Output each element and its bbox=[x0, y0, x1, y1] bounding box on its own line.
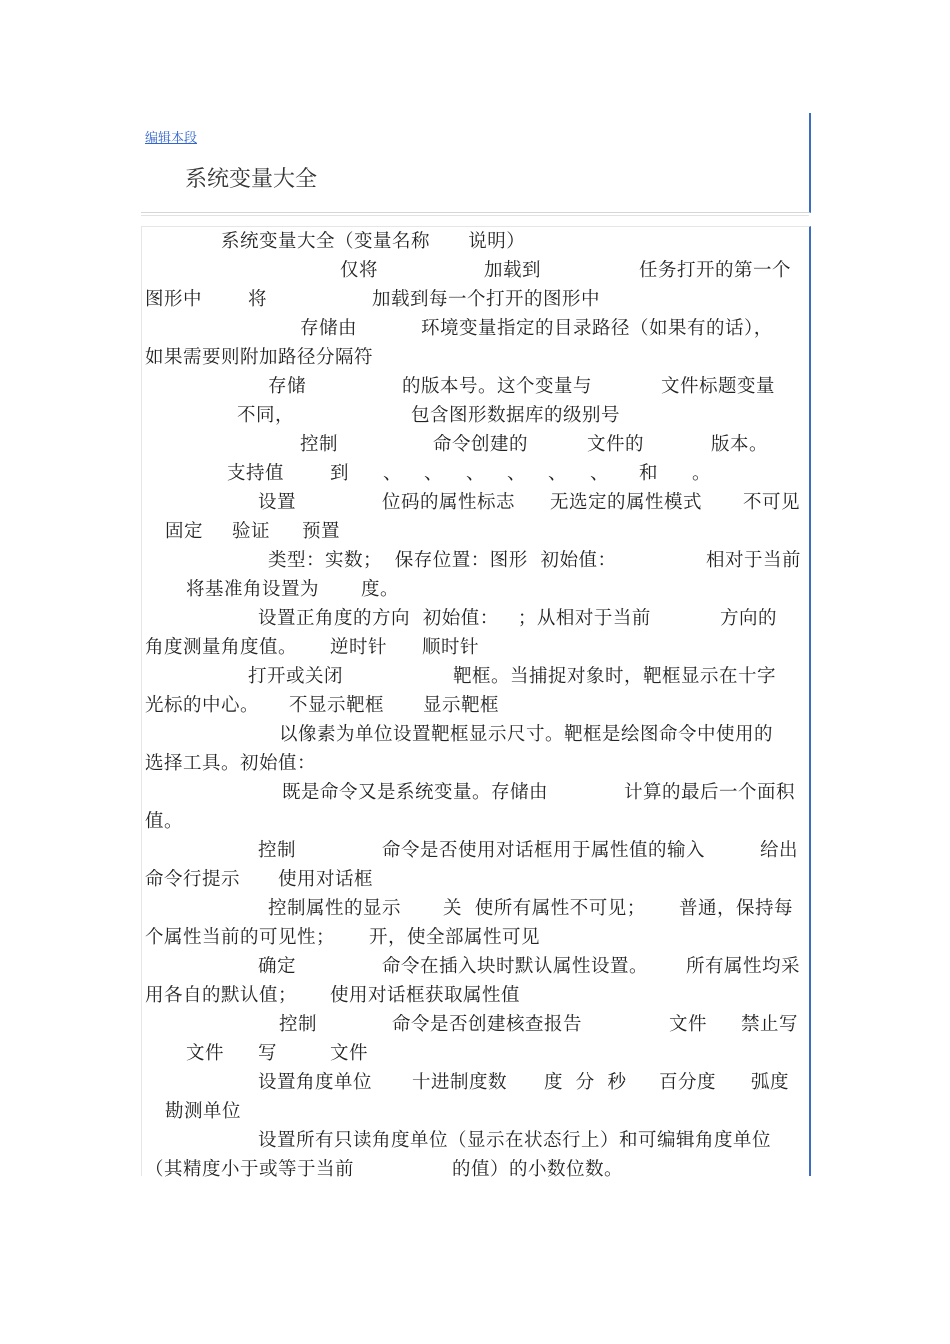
text-fragment: 、 bbox=[548, 463, 568, 484]
text-fragment: 关 使所有属性不可见； bbox=[443, 898, 646, 919]
text-fragment: 命令是否创建核查报告 bbox=[392, 1014, 583, 1035]
text-fragment: 顺时针 bbox=[422, 637, 480, 658]
text-fragment: 命令是否使用对话框用于属性值的输入 bbox=[382, 840, 706, 861]
text-fragment: 加载到 bbox=[484, 260, 542, 281]
text-fragment: 如果需要则附加路径分隔符 bbox=[145, 347, 374, 368]
text-fragment: 控制 bbox=[279, 1014, 318, 1035]
text-fragment: 控制 bbox=[300, 434, 339, 455]
text-fragment: 设置角度单位 bbox=[258, 1072, 373, 1093]
text-fragment: 加载到每一个打开的图形中 bbox=[372, 289, 601, 310]
text-line: 系统变量大全（变量名称 说明） bbox=[221, 231, 526, 252]
text-fragment: 开，使全部属性可见 bbox=[369, 927, 541, 948]
text-fragment: 到 bbox=[330, 463, 350, 484]
text-fragment: 不同， bbox=[237, 405, 295, 426]
text-fragment: 、 bbox=[507, 463, 527, 484]
text-fragment: 禁止写 bbox=[741, 1014, 799, 1035]
text-fragment: 验证 bbox=[232, 521, 271, 542]
text-fragment: 度 分 秒 bbox=[544, 1072, 627, 1093]
text-fragment: 设置所有只读角度单位（显示在状态行上）和可编辑角度单位 bbox=[258, 1130, 772, 1151]
text-fragment: 包含图形数据库的级别号 bbox=[411, 405, 621, 426]
text-fragment: 文件的 bbox=[587, 434, 645, 455]
text-fragment: 图形中 bbox=[145, 289, 203, 310]
text-fragment: 靶框。当捕捉对象时，靶框显示在十字 bbox=[453, 666, 777, 687]
text-fragment: 命令创建的 bbox=[433, 434, 529, 455]
text-fragment: 命令行提示 bbox=[145, 869, 241, 890]
text-fragment: 存储 bbox=[268, 376, 307, 397]
text-fragment: 使用对话框 bbox=[278, 869, 374, 890]
text-fragment: 仅将 bbox=[340, 260, 379, 281]
text-fragment: 既是命令又是系统变量。存储由 bbox=[282, 782, 549, 803]
text-fragment: 度。 bbox=[361, 579, 400, 600]
text-fragment: 勘测单位 bbox=[165, 1101, 242, 1122]
text-fragment: 预置 bbox=[302, 521, 341, 542]
text-fragment: 设置正角度的方向 初始值： ；从相对于当前 bbox=[258, 608, 651, 629]
text-fragment: 方向的 bbox=[720, 608, 778, 629]
text-fragment: 普通，保持每 bbox=[679, 898, 794, 919]
text-fragment: 个属性当前的可见性； bbox=[145, 927, 336, 948]
text-fragment: 将基准角设置为 bbox=[186, 579, 320, 600]
text-fragment: 十进制度数 bbox=[412, 1072, 508, 1093]
section-heading: 系统变量大全 bbox=[185, 167, 318, 192]
text-fragment: 的值）的小数位数。 bbox=[452, 1159, 624, 1180]
text-fragment: 固定 bbox=[165, 521, 204, 542]
text-fragment: 文件 bbox=[186, 1043, 225, 1064]
text-fragment: 、 bbox=[424, 463, 444, 484]
text-fragment: 计算的最后一个面积 bbox=[624, 782, 796, 803]
section-header-box bbox=[141, 113, 811, 213]
text-fragment: 和 bbox=[639, 463, 659, 484]
text-fragment: 设置 bbox=[258, 492, 297, 513]
text-fragment: 显示靶框 bbox=[423, 695, 500, 716]
text-fragment: 用各自的默认值； bbox=[145, 985, 298, 1006]
text-fragment: 相对于当前 bbox=[706, 550, 802, 571]
text-fragment: 不可见 bbox=[743, 492, 801, 513]
text-fragment: 逆时针 bbox=[330, 637, 388, 658]
text-fragment: 使用对话框获取属性值 bbox=[330, 985, 521, 1006]
text-fragment: 任务打开的第一个 bbox=[639, 260, 792, 281]
text-fragment: 、 bbox=[383, 463, 403, 484]
text-fragment: 环境变量指定的目录路径（如果有的话）， bbox=[421, 318, 773, 339]
text-fragment: 不显示靶框 bbox=[289, 695, 385, 716]
text-fragment: 百分度 bbox=[659, 1072, 717, 1093]
text-fragment: 版本。 bbox=[711, 434, 769, 455]
text-fragment: 支持值 bbox=[227, 463, 285, 484]
text-fragment: 给出 bbox=[760, 840, 799, 861]
text-fragment: 控制属性的显示 bbox=[268, 898, 402, 919]
text-fragment: 写 bbox=[258, 1043, 278, 1064]
text-fragment: 文件 bbox=[330, 1043, 369, 1064]
text-fragment: 、 bbox=[590, 463, 610, 484]
text-fragment: 控制 bbox=[258, 840, 297, 861]
text-fragment: 光标的中心。 bbox=[145, 695, 260, 716]
text-fragment: 位码的属性标志 bbox=[382, 492, 516, 513]
text-fragment: 以像素为单位设置靶框显示尺寸。靶框是绘图命令中使用的 bbox=[279, 724, 774, 745]
text-fragment: 的版本号。这个变量与 bbox=[402, 376, 593, 397]
text-fragment: 将 bbox=[248, 289, 268, 310]
text-fragment: 确定 bbox=[258, 956, 297, 977]
text-fragment: 存储由 bbox=[300, 318, 358, 339]
text-fragment: 无选定的属性模式 bbox=[550, 492, 703, 513]
text-fragment: 弧度 bbox=[751, 1072, 790, 1093]
edit-section-link[interactable]: 编辑本段 bbox=[145, 131, 198, 146]
text-fragment: 打开或关闭 bbox=[248, 666, 344, 687]
text-fragment: 值。 bbox=[145, 811, 184, 832]
text-fragment: 角度测量角度值。 bbox=[145, 637, 298, 658]
text-fragment: 、 bbox=[466, 463, 486, 484]
text-fragment: 所有属性均采 bbox=[686, 956, 801, 977]
text-fragment: 文件 bbox=[669, 1014, 708, 1035]
text-fragment: 命令在插入块时默认属性设置。 bbox=[382, 956, 649, 977]
text-fragment: 类型：实数； 保存位置：图形 初始值： bbox=[268, 550, 617, 571]
text-fragment: （其精度小于或等于当前 bbox=[145, 1159, 355, 1180]
text-fragment: 选择工具。初始值： bbox=[145, 753, 317, 774]
text-fragment: 文件标题变量 bbox=[661, 376, 776, 397]
text-fragment: 。 bbox=[692, 463, 712, 484]
